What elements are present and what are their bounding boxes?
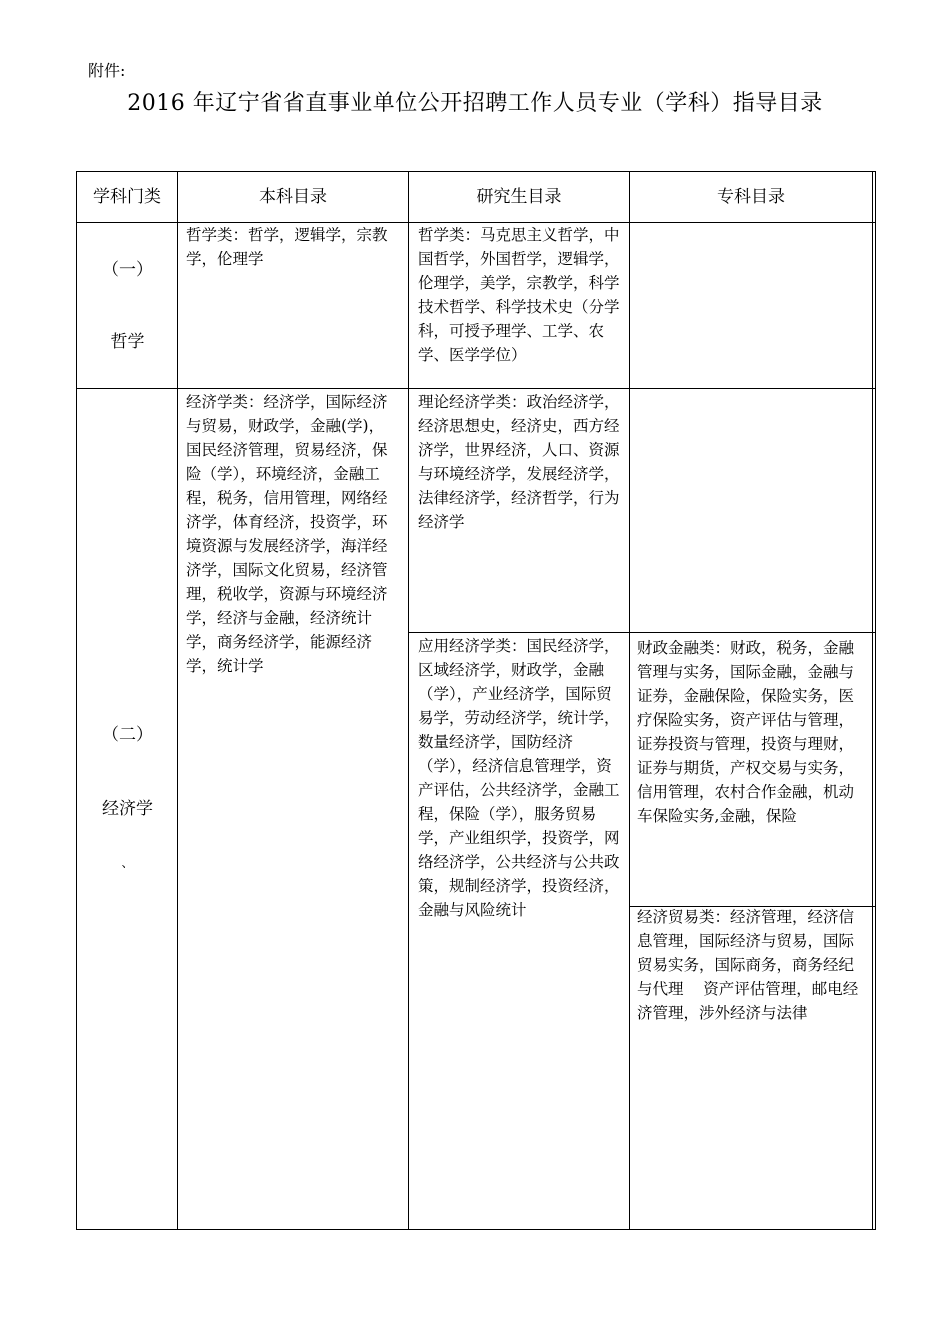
- row1-bottom-border: [76, 388, 875, 389]
- row2-graduate-applied-cell: 应用经济学类：国民经济学，区域经济学，财政学，金融（学），产业经济学，国际贸易学，劳动经济学，统计学，数量经济学，国防经济（学），经济信息管理学，资产评估，公共经济学，金融工程，保险（学），服务贸易学，产业组织学，投资学，网络经济学，公共经济与公共政策，规制经济学，投资经济，金融与风险统计: [418, 637, 620, 919]
- row1-undergraduate-cell: 哲学类：哲学，逻辑学，宗教学，伦理学: [186, 226, 388, 268]
- row1-graduate-cell: 哲学类：马克思主义哲学，中国哲学，外国哲学，逻辑学，伦理学，美学，宗教学，科学技术哲学、科学技术史（分学科，可授予理学、工学、农学、医学学位）: [418, 226, 620, 364]
- row2-category-number: （二）: [102, 725, 153, 745]
- row1-category-name: 哲学: [110, 332, 145, 352]
- col3-border: [629, 171, 630, 1230]
- table-bottom-border: [76, 1229, 875, 1230]
- row2-undergraduate-cell: 经济学类：经济学，国际经济与贸易，财政学，金融(学)，国民经济管理，贸易经济，保险（学），环境经济，金融工程，税务，信用管理，网络经济学，体育经济，投资学，环境资源与发展经济学，海洋经济学，国际文化贸易，经济管理，税收学，资源与环境经济学，经济与金融，经济统计学，商务经济学，能源经济学，统计学: [186, 393, 388, 675]
- row2-junior-finance-cell: 财政金融类：财政，税务，金融管理与实务，国际金融，金融与证券，金融保险，保险实务，医疗保险实务，资产评估与管理，证券投资与管理，投资与理财，证券与期货，产权交易与实务，信用管理，农村合作金融，机动车保险实务,金融，保险: [637, 639, 855, 825]
- row1-category-number: （一）: [102, 260, 153, 280]
- header-graduate: 研究生目录: [476, 187, 562, 207]
- table-right-border: [872, 171, 873, 1230]
- document-title: 2016 年辽宁省省直事业单位公开招聘工作人员专业（学科）指导目录: [127, 91, 823, 116]
- row2-category-name: 经济学: [102, 799, 153, 819]
- col2-border: [408, 171, 409, 1230]
- row2-category-mark: 、: [121, 856, 134, 870]
- attachment-label: 附件:: [88, 61, 126, 80]
- row2-junior-trade-cell: 经济贸易类：经济管理，经济信息管理，国际经济与贸易，国际贸易实务，国际商务，商务经纪与代理 资产评估管理，邮电经济管理，涉外经济与法律: [637, 908, 859, 1022]
- graduate-split-border: [408, 632, 875, 633]
- header-junior-college: 专科目录: [717, 187, 785, 207]
- row2-graduate-theory-cell: 理论经济学类：政治经济学，经济思想史，经济史，西方经济学，世界经济，人口、资源与环境经济学，发展经济学，法律经济学，经济哲学，行为经济学: [418, 393, 620, 531]
- table-right-border-outer: [875, 171, 876, 1230]
- header-category: 学科门类: [93, 187, 161, 207]
- header-undergraduate: 本科目录: [259, 187, 327, 207]
